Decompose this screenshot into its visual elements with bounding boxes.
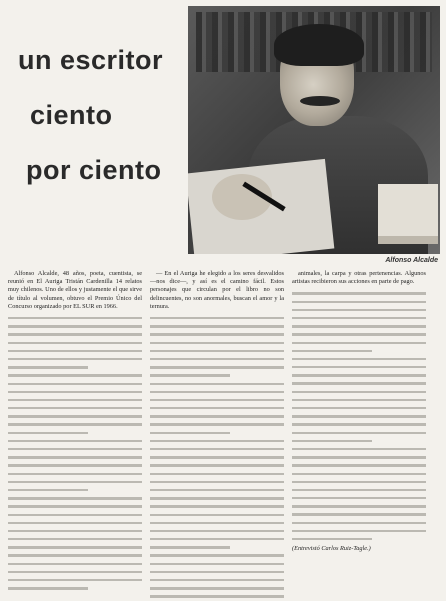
column-2-body xyxy=(150,314,284,601)
headline-line-1: un escritor xyxy=(18,45,164,75)
column-1-body xyxy=(8,314,142,592)
column-2-intro: — En el Auriga he elegido a los seres desvalidos —nos dice—, y así es el camino fácil. Estos personajes que circulan por el libro no son delincuentes, no son anormales, buscan el amor y la ternura. xyxy=(150,270,284,310)
headline xyxy=(8,46,198,185)
photo-figure-mustache xyxy=(300,96,340,106)
headline-line-3: por ciento xyxy=(26,155,162,185)
interview-signoff: (Entrevistó Carlos Ruiz-Tagle.) xyxy=(292,545,371,553)
author-photo xyxy=(188,6,440,254)
photo-caption: Alfonso Alcalde xyxy=(385,257,438,264)
photo-figure-hair xyxy=(274,24,364,66)
column-3-intro: animales, la carpa y otras pertenencias. Algunos artistas recibieron sus acciones en parte de pago. xyxy=(292,270,426,286)
headline-line-2: ciento xyxy=(30,100,113,130)
photo-book xyxy=(378,184,438,244)
column-3-body xyxy=(292,289,426,543)
text-column-2 xyxy=(150,270,284,601)
column-1-intro: Alfonso Alcalde, 48 años, poeta, cuentista, se reunió en El Auriga Tristán Cardenilla 14 relatos muy chilenos. Uno de ellos y justamente el que sirve de título al volumen, obtuvo el Premio Único del Concurso organizado por EL SUR en 1966. xyxy=(8,270,142,310)
text-column-3 xyxy=(292,270,426,553)
text-column-1 xyxy=(8,270,142,592)
